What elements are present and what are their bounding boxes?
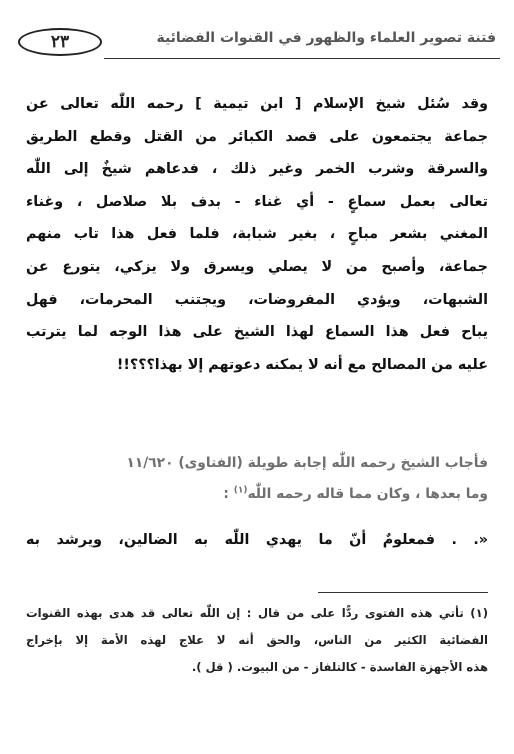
text-line: جماعة يجتمعون على قصد الكبائر من القتل وقطع الطريق [26, 128, 488, 145]
quote-paragraph [26, 524, 488, 556]
page-number: ٢٣ [18, 28, 102, 56]
footnote-line: هذه الأجهزة الفاسدة - كالتلفاز - من البيوت. ( قل ). [191, 660, 488, 674]
text-line: عليه من المصالح مع أنه لا يمكنه دعوتهم إلا بهذا؟؟؟!! [116, 356, 488, 373]
header-divider [104, 58, 500, 59]
footnote-divider [318, 592, 488, 593]
running-title: فتنة تصوير العلماء والظهور في القنوات الفضائية [156, 30, 496, 46]
page-header [18, 24, 500, 60]
text-line: والسرقة وشرب الخمر وغير ذلك ، فدعاهم شيخٌ إلى اللّٰه [26, 161, 488, 178]
answer-line-text: وما بعدها ، وكان مما قاله رحمه اللّٰه [247, 486, 488, 502]
text-line: وقد سُئل شيخ الإسلام [ ابن تيمية ] رحمه اللّٰه تعالى عن [26, 96, 488, 112]
answer-line: فأجاب الشيخ رحمه اللّٰه إجابة طويلة (الفتاوى) ١١/٦٢٠ [126, 455, 488, 471]
answer-line [26, 479, 488, 510]
footnote-line: (١) تأتي هذه الفتوى ردًّا على من قال : إن اللّٰه تعالى قد هدى بهذه القنوات [26, 606, 488, 620]
question-paragraph [26, 88, 488, 381]
text-line: الشبهات، ويؤدي المفروضات، ويجتنب المحرمات، فهل [26, 291, 488, 308]
colon: : [223, 486, 229, 502]
answer-intro [26, 448, 488, 510]
text-line: جماعة، وأصبح من لا يصلي ويسرق ولا يزكي، يتورع عن [26, 258, 488, 275]
text-line: يباح فعل هذا السماع لهذا الشيخ على هذا الوجه لما يترتب [26, 324, 488, 341]
footnote [26, 600, 488, 681]
quote-line: «. . فمعلومٌ أنّ ما يهدي اللّٰه به الضالين، ويرشد به [26, 532, 488, 548]
footnote-marker[interactable]: (١) [233, 485, 248, 496]
text-line: تعالى بعمل سماعٍ - أي غناء - بدف بلا صلاصل ، وغناء [26, 193, 488, 210]
text-line: المغني بشعر مباحٍ ، بغير شبابة، فلما فعل هذا تاب منهم [26, 226, 488, 243]
footnote-line: الفضائية الكثير من الناس، والحق أنه لا علاج لهذه الأمة إلا بإخراج [26, 633, 488, 647]
